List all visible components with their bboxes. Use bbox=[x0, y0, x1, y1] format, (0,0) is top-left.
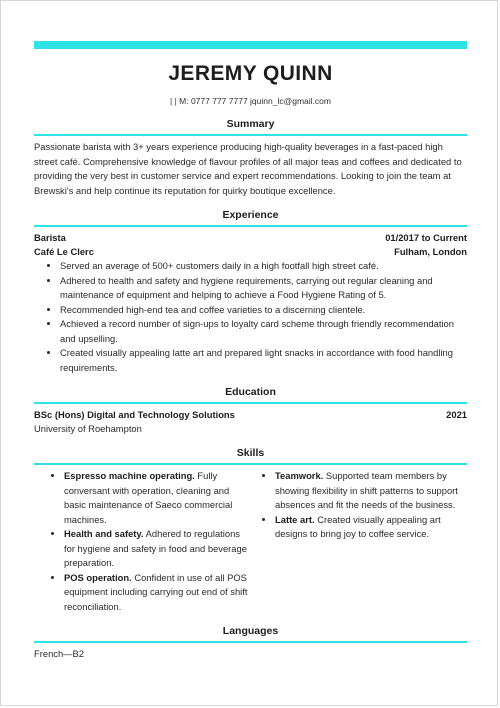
skill-name: POS operation. bbox=[64, 571, 132, 583]
skill-desc: Fully conversant with operation, cleaning and basic maintenance of Saeco commercial machines. bbox=[64, 470, 233, 525]
summary-rule bbox=[34, 134, 467, 136]
skills-right-list bbox=[261, 469, 467, 542]
candidate-name bbox=[34, 61, 467, 87]
skill-desc: Created visually appealing art designs to bring joy to coffee service. bbox=[275, 513, 441, 539]
skill-name: Latte art. bbox=[275, 513, 315, 525]
skill-item bbox=[64, 527, 249, 571]
skills-left-list bbox=[34, 469, 249, 614]
company-row bbox=[34, 245, 467, 259]
skill-desc: Supported team members by showing flexibility in shift patterns to support absences and fit the needs of the business. bbox=[275, 470, 458, 510]
company-name: Café Le Clerc bbox=[34, 246, 94, 257]
skill-item bbox=[64, 469, 249, 527]
skills-rule bbox=[34, 463, 467, 465]
list-item: • Adhered to health and safety and hygiene requirements, carrying out regular cleaning and maintenance of equipment and helping to achieve a Food Hygiene Rating of 5. bbox=[60, 274, 467, 303]
education-rule bbox=[34, 402, 467, 404]
education-heading: Education bbox=[225, 386, 276, 398]
skill-item bbox=[64, 571, 249, 615]
skills-right-column bbox=[249, 469, 467, 614]
job-dates: 01/2017 to Current bbox=[385, 232, 467, 243]
skill-name: Espresso machine operating. bbox=[64, 470, 195, 481]
skill-desc: Adhered to regulations for hygiene and safety in food and beverage preparation. bbox=[64, 528, 247, 568]
language-item: French—B2 bbox=[34, 648, 85, 659]
company-location: Fulham, London bbox=[394, 246, 467, 257]
skills-heading: Skills bbox=[236, 447, 265, 459]
contact-line: | | M: 0777 777 7777 jquinn_lc@gmail.com bbox=[170, 96, 331, 106]
accent-top-bar bbox=[34, 41, 467, 49]
skill-desc: Confident in use of all POS equipment including carrying out end of shift reconciliation. bbox=[64, 571, 248, 612]
skill-item bbox=[275, 469, 467, 513]
last-name: QUINN bbox=[262, 62, 333, 85]
list-item: • Created visually appealing latte art and prepared light snacks in accordance with food handling requirements. bbox=[60, 346, 467, 375]
school-name: University of Roehampton bbox=[34, 423, 142, 434]
list-item: • Served an average of 500+ customers daily in a high footfall high street café. bbox=[60, 259, 467, 274]
summary-heading: Summary bbox=[226, 118, 275, 130]
job-title-row bbox=[34, 231, 467, 245]
languages-heading: Languages bbox=[222, 625, 279, 637]
skill-item bbox=[275, 513, 467, 542]
resume-content bbox=[34, 61, 467, 661]
skills-left-column bbox=[34, 469, 249, 614]
list-item: • Recommended high-end tea and coffee varieties to a discerning clientele. bbox=[60, 303, 467, 318]
experience-rule bbox=[34, 225, 467, 227]
experience-bullets bbox=[34, 259, 467, 375]
job-title: Barista bbox=[34, 232, 66, 243]
skill-name: Health and safety. bbox=[64, 528, 144, 539]
degree-year: 2021 bbox=[446, 409, 467, 420]
languages-rule bbox=[34, 641, 467, 643]
skill-name: Teamwork. bbox=[275, 470, 324, 481]
degree-row bbox=[34, 408, 467, 422]
skills-columns bbox=[34, 469, 467, 614]
list-item: • Achieved a record number of sign-ups to loyalty card scheme through friendly recommendation and upselling. bbox=[60, 317, 467, 346]
first-name: JEREMY bbox=[168, 62, 257, 85]
degree-name: BSc (Hons) Digital and Technology Solutions bbox=[34, 409, 235, 420]
experience-heading: Experience bbox=[222, 209, 279, 221]
summary-text: Passionate barista with 3+ years experience producing high-quality beverages in a fast-paced high street café. Comprehensive knowledge of flavour profiles of all major teas and coffees and dedicated to providing the very best in customer service and expert recommendations. Looking to join the team at Brewski's and help continue its reputation for quirky boutique excellence. bbox=[34, 141, 462, 196]
